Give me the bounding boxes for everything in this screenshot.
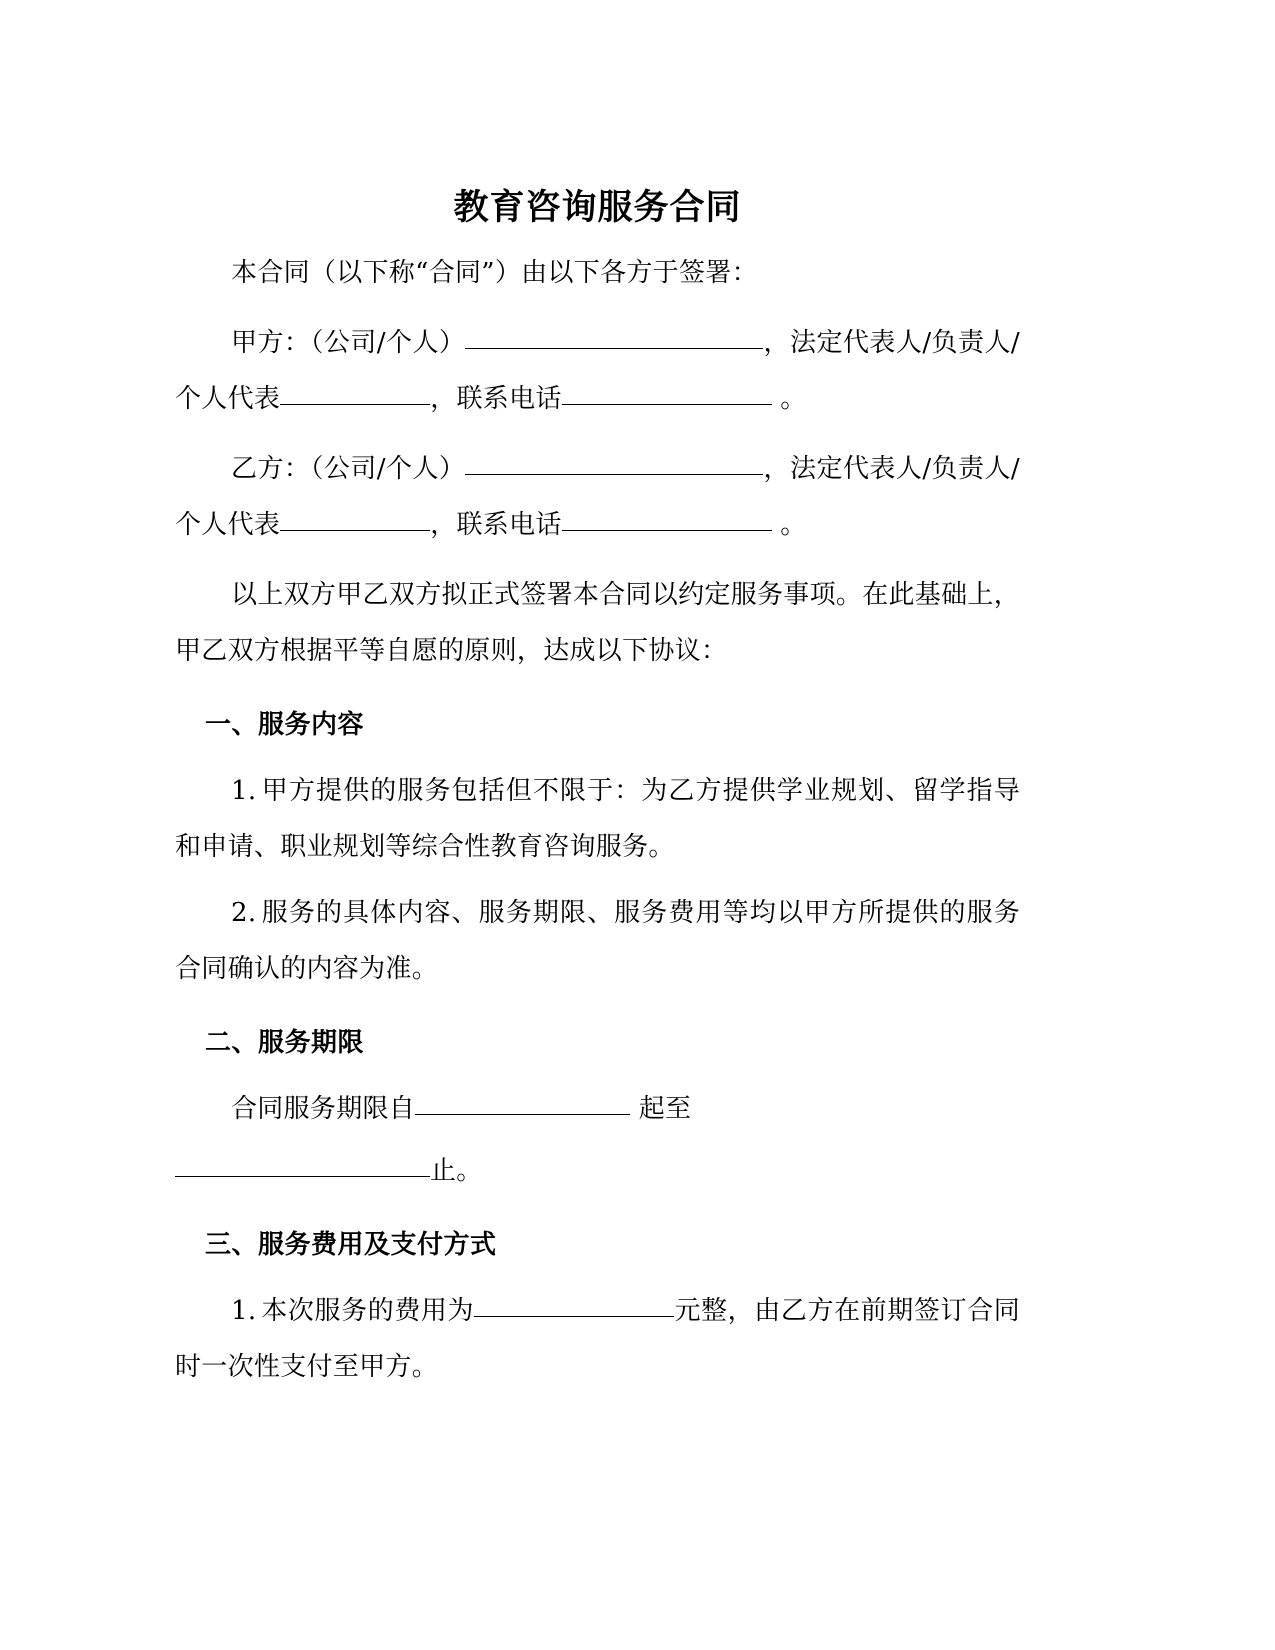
service-term-middle: 起至 [638,1094,692,1124]
service-term-prefix: 合同服务期限自 [231,1094,416,1124]
list-item-text: 服务的具体内容、服务期限、服务费用等均以甲方所提供的服务合同确认的内容为准。 [175,898,1020,984]
list-item [175,763,1020,875]
intro-paragraph: 本合同（以下称“合同”）由以下各方于签署： [231,258,758,288]
list-item-text: 甲方提供的服务包括但不限于：为乙方提供学业规划、留学指导和申请、职业规划等综合性教育咨询服务。 [175,776,1020,862]
party-a-end: 。 [780,384,807,414]
fee-list-item [175,1283,1020,1395]
party-b-after-rep: ，联系电话 [430,510,562,540]
party-b-name-blank[interactable] [465,452,763,475]
party-b-end: 。 [780,510,807,540]
list-item-number: 2. [231,898,257,928]
party-b-paragraph [175,441,1020,553]
fee-item-prefix: 本次服务的费用为 [261,1296,475,1326]
party-a-prefix: 甲方：（公司/个人） [231,328,466,358]
party-b-representative-blank[interactable] [280,508,430,531]
party-a-phone-blank[interactable] [562,382,772,405]
preamble-paragraph: 以上双方甲乙双方拟正式签署本合同以约定服务事项。在此基础上，甲乙双方根据平等自愿的原则，达成以下协议： [175,580,1021,666]
party-b-prefix: 乙方：（公司/个人） [231,454,466,484]
party-a-paragraph [175,315,1020,427]
service-term-paragraph-end [175,1143,1020,1199]
service-term-suffix: 止。 [430,1156,483,1186]
section-heading-service-content: 一、服务内容 [205,710,365,740]
page-title: 教育咨询服务合同 [453,187,742,228]
party-a-after-rep: ，联系电话 [430,384,562,414]
party-a-representative-blank[interactable] [280,382,430,405]
service-term-start-blank[interactable] [415,1092,630,1115]
party-b-phone-blank[interactable] [562,508,772,531]
fee-item-suffix: 元整，由乙方在前期签订合同时一次性支付至甲方。 [175,1296,1020,1382]
service-term-paragraph [175,1081,1020,1137]
service-term-end-blank[interactable] [175,1154,430,1177]
list-item-number: 1. [231,776,257,806]
document-body [175,185,1020,1405]
party-a-after-name: ，法定代表人/负责人/个人代表 [175,328,1020,414]
party-b-after-name: ，法定代表人/负责人/个人代表 [175,454,1020,540]
fee-amount-blank[interactable] [474,1294,674,1317]
section-heading-fee-payment: 三、服务费用及支付方式 [205,1230,497,1260]
party-a-name-blank[interactable] [465,326,763,349]
list-item [175,885,1020,997]
section-heading-service-term: 二、服务期限 [205,1028,365,1058]
fee-item-number: 1. [231,1296,257,1326]
